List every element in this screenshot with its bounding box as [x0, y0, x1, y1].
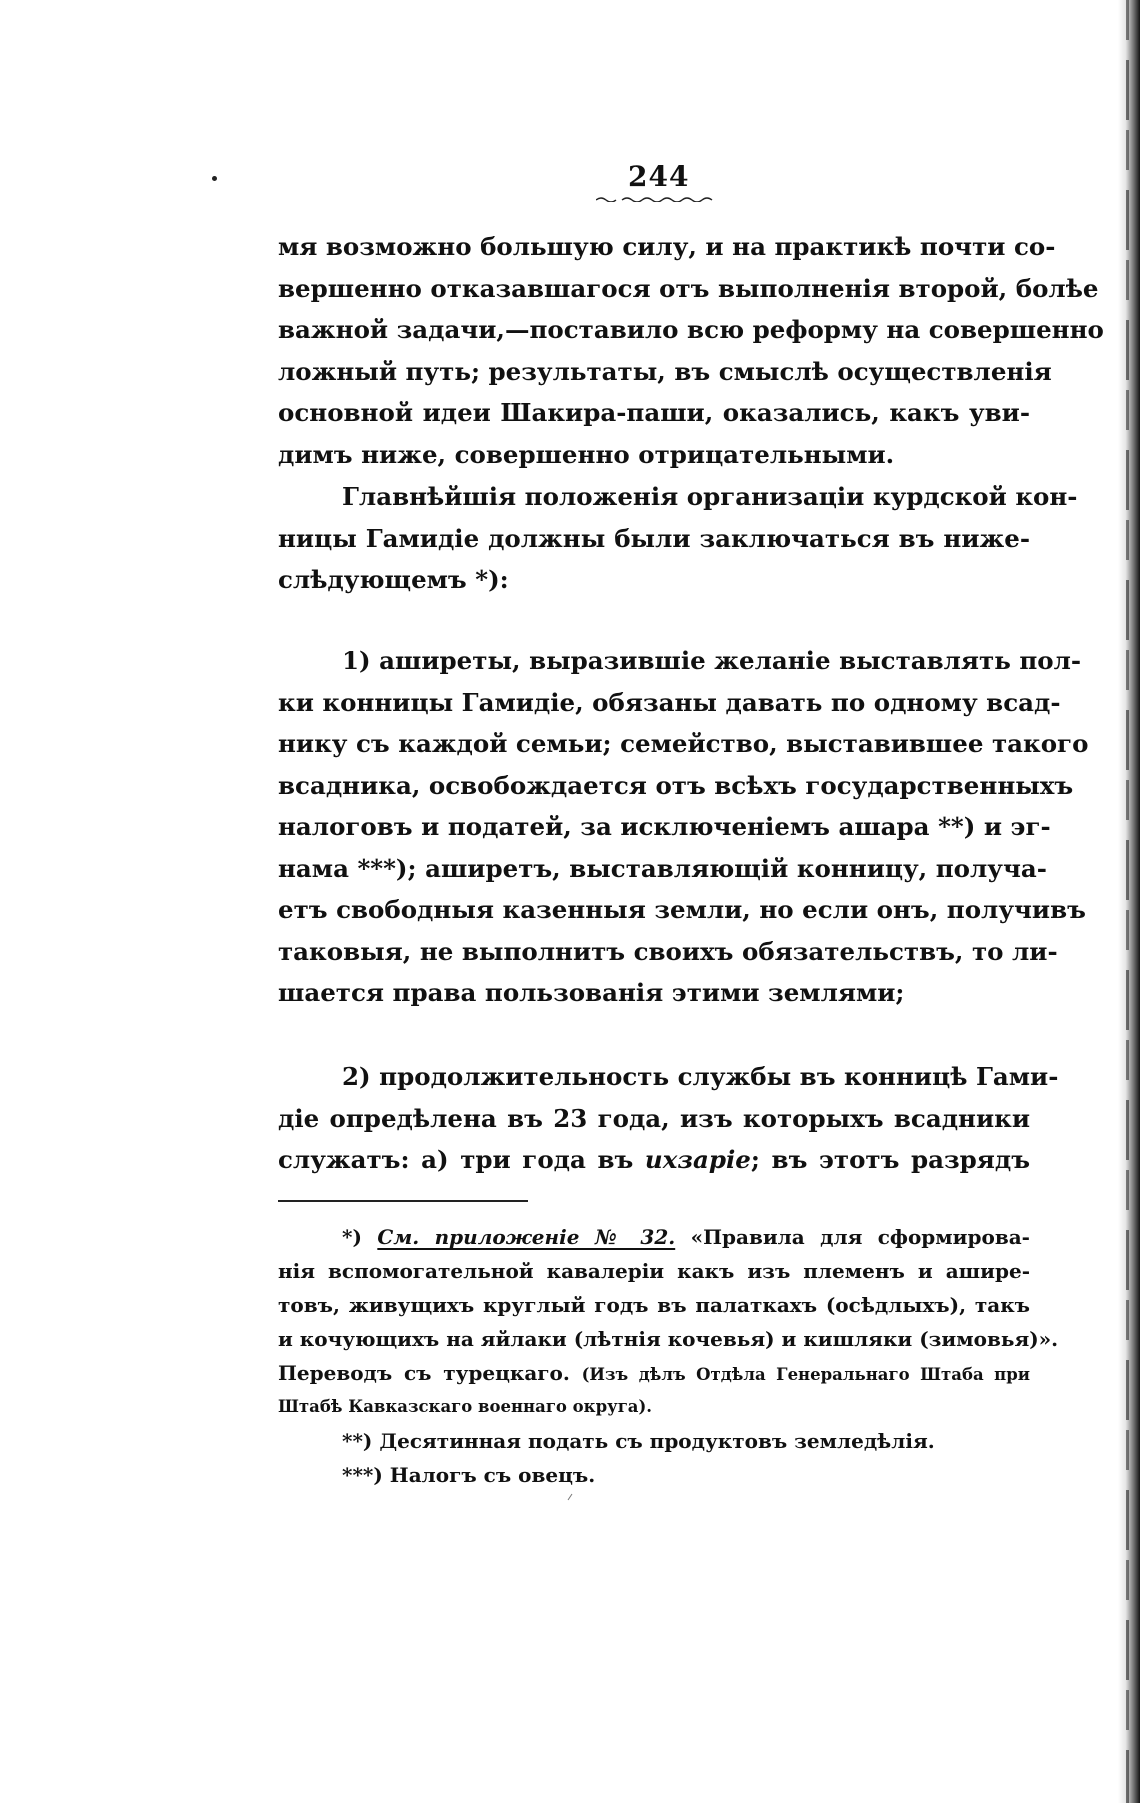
text-line: нику съ каждой семьи; семейство, выставившее такого: [278, 729, 1089, 758]
text-line: 1) аширеты, выразившіе желаніе выставлять пол-: [342, 646, 1082, 675]
source-note: (Изъ дѣлъ Отдѣла Генеральнаго Штаба при: [581, 1365, 1031, 1384]
footnote-1-line: нія вспомогательной кавалеріи какъ изъ племенъ и аширe-: [278, 1259, 1030, 1283]
text-run: служатъ: а) три года въ: [278, 1145, 645, 1174]
text-line: шается права пользованія этими землями;: [278, 978, 905, 1007]
text-line: [278, 1139, 1030, 1181]
footnotes: [278, 1220, 1059, 1492]
text-line: ки конницы Гамидіе, обязаны давать по одному всад-: [278, 687, 1061, 717]
footnote-1-line: [278, 1356, 1030, 1390]
footnote-1-line: товъ, живущихъ круглый годъ въ палаткахъ (осѣдлыхъ), такъ: [278, 1293, 1030, 1317]
text-line: 2) продолжительность службы въ конницѣ Гами-: [342, 1062, 1059, 1091]
page-number-ornament: [596, 196, 716, 202]
page-number: 244: [628, 160, 690, 193]
footnote-1-line: и кочующихъ на яйлаки (лѣтнія кочевья) и кишляки (зимовья)».: [278, 1327, 1059, 1351]
text-line: основной идеи Шакира-паши, оказались, какъ уви-: [278, 398, 1030, 427]
stray-mark: [566, 1493, 574, 1501]
text-line: ложный путь; результаты, въ смыслѣ осуществленія: [278, 356, 1052, 386]
text-line: димъ ниже, совершенно отрицательными.: [278, 439, 895, 469]
text-line: всадника, освобождается отъ всѣхъ государственныхъ: [278, 770, 1074, 800]
text-line: нама ***); аширетъ, выставляющій конницу, получа-: [278, 853, 1047, 883]
text-line: мя возможно большую силу, и на практикѣ почти со-: [278, 232, 1056, 261]
paragraph-2: [278, 476, 1078, 601]
text-line: етъ свободныя казенныя земли, но если онъ, получивъ: [278, 895, 1086, 924]
paragraph-1: [278, 226, 1104, 475]
text-line: важной задачи,—поставило всю реформу на совершенно: [278, 315, 1104, 344]
text-line: налоговъ и податей, за исключеніемъ ашара **) и эг-: [278, 812, 1051, 841]
page-edge-shadow: [1118, 0, 1140, 1803]
footnote-divider: [278, 1200, 528, 1202]
text-line: діе опредѣлена въ 23 года, изъ которыхъ всадники: [278, 1103, 1030, 1133]
paragraph-4: [278, 1056, 1059, 1181]
text-line: слѣдующемъ *):: [278, 565, 509, 594]
appendix-reference: См. приложеніе № 32.: [377, 1225, 676, 1249]
footnote-2: **) Десятинная подать съ продуктовъ земледѣлія.: [342, 1429, 935, 1453]
text-run: ; въ этотъ разрядъ: [750, 1145, 1031, 1174]
footnote-mark: *): [342, 1225, 362, 1249]
paragraph-3: [278, 640, 1089, 1014]
text-line: вершенно отказавшагося отъ выполненія второй, болѣе: [278, 273, 1099, 303]
margin-dot: [212, 176, 217, 181]
footnote-1-line: [278, 1220, 1030, 1254]
footnote-3: ***) Налогъ съ овецъ.: [342, 1463, 596, 1487]
text-run: Переводъ съ турецкаго.: [278, 1361, 570, 1385]
text-line: таковыя, не выполнитъ своихъ обязательствъ, то ли-: [278, 936, 1058, 966]
text-line: ницы Гамидіе должны были заключаться въ ниже-: [278, 523, 1030, 553]
text-run: «Правила для сформирова-: [690, 1225, 1030, 1249]
footnote-1-line: Штабѣ Кавказскаго военнаго округа).: [278, 1397, 653, 1416]
italic-term: ихзаріе: [644, 1145, 751, 1174]
text-line: Главнѣйшія положенія организаціи курдской кон-: [342, 482, 1078, 511]
